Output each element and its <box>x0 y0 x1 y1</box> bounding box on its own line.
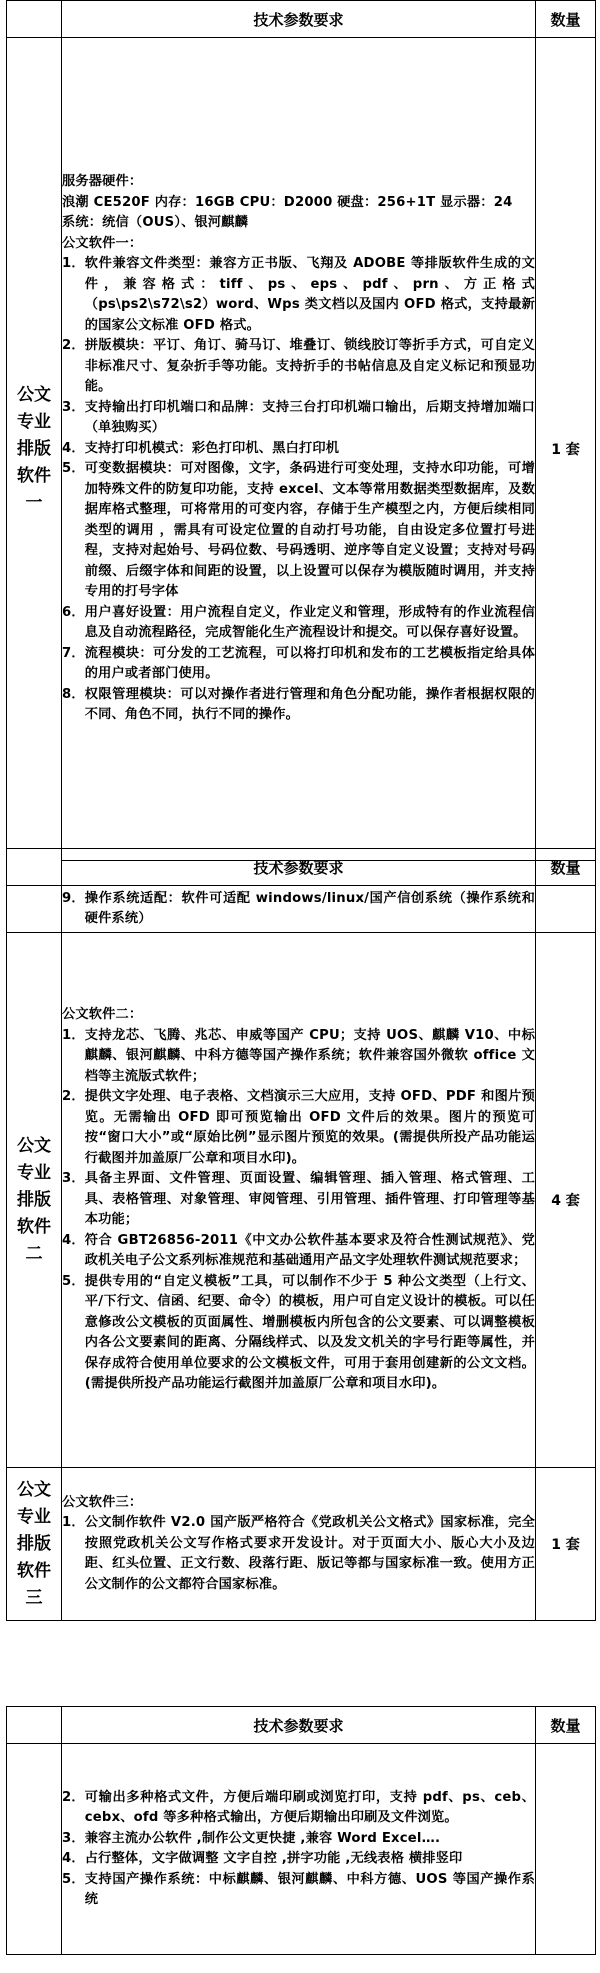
section-row-2 <box>7 933 596 1468</box>
item-text: 可变数据模块：可对图像，文字，条码进行可变处理，支持水印功能，可增加特殊文件的防复印功能，支持 excel、文本等常用数据类型数据库，及数据库格式整理，可将常用的可变内容，存储于生产模型之内，方便后续相同类型的调用 ，需具有可设定位置的自动打号功能，自由设定多位置打号进程，支持对起始号、号码位数、号码透明、逆序等自定义设置；支持对号码前缀、后缀字体和间距的设置，以上设置可以保存为模版随时调用，并支持专用的打号字体 <box>84 461 535 600</box>
category-cell <box>7 1468 62 1621</box>
item-number: 6． <box>62 604 85 620</box>
intro-line: 系统：统信（OUS）、银河麒麟 <box>62 215 249 231</box>
qty-cell: 1 套 <box>536 38 596 861</box>
intro-line: 服务器硬件： <box>62 174 143 190</box>
spec-item <box>62 1829 535 1850</box>
item-text: 可输出多种格式文件，方便后端印刷或浏览打印，支持 pdf、ps、ceb、cebx、ofd 等多种格式输出，方便后期输出印刷及文件浏览。 <box>84 1789 535 1825</box>
category-char: 软件 <box>17 1216 51 1237</box>
spec-cell <box>62 38 536 861</box>
category-char: 公文 <box>17 384 51 405</box>
intro-line: 公文软件二： <box>62 1007 143 1023</box>
intro-line: 公文软件三： <box>62 1494 143 1510</box>
item-text: 拼版模块：平订、角订、骑马订、堆叠订、锁线胶订等折手方式，可自定义非标准尺寸、复杂折手等功能。支持折手的书帖信息及自定义标记和预显功能。 <box>84 338 535 395</box>
category-char: 一 <box>25 492 43 513</box>
spec-item <box>62 1513 535 1595</box>
category-cell <box>7 38 62 861</box>
spec-table <box>6 0 596 861</box>
item-number: 2． <box>62 1089 85 1105</box>
qty-cell: 1 套 <box>536 1468 596 1621</box>
category-char: 三 <box>25 1587 43 1608</box>
spec-item <box>62 1231 535 1272</box>
item-number: 4． <box>62 1232 85 1248</box>
spec-cell <box>62 1468 536 1621</box>
item-text: 权限管理模块：可以对操作者进行管理和角色分配功能，操作者根据权限的不同、角色不同，执行不同的操作。 <box>84 686 535 723</box>
header-qty: 数量 <box>536 849 596 886</box>
spec-item <box>62 459 535 603</box>
header-qty: 数量 <box>536 1707 596 1744</box>
item-text: 支持输出打印机端口和品牌：支持三台打印机端口输出，后期支持增加端口（单独购买） <box>84 399 535 436</box>
section-row-1 <box>7 38 596 861</box>
category-char: 公文 <box>17 1135 51 1156</box>
item-number: 2． <box>62 338 85 354</box>
item-number: 7． <box>62 645 85 661</box>
item-number: 2． <box>62 1789 85 1805</box>
qty-cell: 4 套 <box>536 933 596 1468</box>
category-char: 排版 <box>17 438 51 459</box>
item-number: 5． <box>62 1871 85 1887</box>
spec-item <box>62 439 535 460</box>
category-char: 专业 <box>17 411 51 432</box>
item-number: 3． <box>62 1830 85 1846</box>
spec-cell <box>62 1744 536 1955</box>
item-number: 4． <box>62 440 85 456</box>
category-char: 排版 <box>17 1533 51 1554</box>
header-qty: 数量 <box>536 1 596 38</box>
category-char: 二 <box>25 1243 43 1264</box>
header-row <box>7 1 596 38</box>
category-char: 公文 <box>17 1479 51 1500</box>
intro-line: 公文软件一： <box>62 235 143 251</box>
item-text: 提供专用的“自定义模板”工具，可以制作不少于 5 种公文类型（上行文、平/下行文、信函、纪要、命令）的模板，用户可自定义设计的模板。可以任意修改公文模板的页面属性、增删模板内所包含的公文要素、可以调整模板内各公文要素间的距离、分隔线样式、以及发文机关的字号行距等属性，并保存成符合使用单位要求的公文模板文件，可用于套用创建新的公文文档。(需提供所投产品功能运行截图并加盖原厂公章和项目水印)。 <box>84 1273 535 1392</box>
item-number: 1． <box>62 1027 85 1043</box>
spec-table-page-3 <box>6 1706 595 1955</box>
item-number: 1． <box>62 256 85 272</box>
intro-line: 浪潮 CE520F 内存：16GB CPU：D2000 硬盘：256+1T 显示器：24 <box>62 194 513 210</box>
spec-item <box>62 398 535 439</box>
spec-item <box>62 1087 535 1169</box>
spec-item <box>62 1870 535 1911</box>
item-number: 9． <box>62 890 85 906</box>
spec-table <box>6 848 596 1621</box>
item-number: 4． <box>62 1851 85 1866</box>
category-char: 专业 <box>17 1162 51 1183</box>
spec-item <box>62 644 535 685</box>
item-text: 支持国产操作系统：中标麒麟、银河麒麟、中科方德、UOS 等国产操作系统 <box>84 1871 535 1907</box>
item-number: 5． <box>62 461 85 477</box>
item-number: 5． <box>62 1273 85 1289</box>
item-text: 具备主界面、文件管理、页面设置、编辑管理、插入管理、格式管理、工具、表格管理、对象管理、审阅管理、引用管理、插件管理、打印管理等基本功能； <box>84 1171 535 1228</box>
section-row-3 <box>7 1468 596 1621</box>
spec-cell <box>62 886 536 933</box>
header-blank-cell <box>7 1 62 38</box>
header-blank-cell <box>7 1707 62 1744</box>
item-text: 软件兼容文件类型：兼容方正书版、飞翔及 ADOBE 等排版软件生成的文件，兼容格式：tiff、ps、eps、pdf、prn、方正格式（ps\ps2\s72\s2）word、Wps 类文档以及国内 OFD 格式，支持最新的国家公文标准 OFD 格式。 <box>84 256 535 333</box>
category-char: 专业 <box>17 1506 51 1527</box>
item-text: 流程模块：可分发的工艺流程，可以将打印机和发布的工艺模板指定给具体的用户或者部门使用。 <box>84 645 535 682</box>
item-text: 符合 GBT26856-2011《中文办公软件基本要求及符合性测试规范》、党政机关电子公文系列标准规范和基础通用产品文字处理软件测试规范要求； <box>84 1232 535 1269</box>
item-text: 操作系统适配：软件可适配 windows/linux/国产信创系统（操作系统和硬件系统） <box>84 890 535 926</box>
spec-table-page-1 <box>6 0 595 861</box>
spec-item <box>62 1272 535 1395</box>
qty-cell-empty <box>536 886 596 933</box>
spec-cell <box>62 933 536 1468</box>
item-text: 用户喜好设置：用户流程自定义，作业定义和管理，形成特有的作业流程信息及自动流程路径，完成智能化生产流程设计和提交。可以保存喜好设置。 <box>84 604 535 641</box>
category-char: 排版 <box>17 1189 51 1210</box>
spec-item <box>62 603 535 644</box>
spec-item <box>62 1788 535 1829</box>
header-spec: 技术参数要求 <box>62 849 536 886</box>
item-text: 提供文字处理、电子表格、文档演示三大应用，支持 OFD、PDF 和图片预览。无需输出 OFD 即可预览输出 OFD 文件后的效果。图片的预览可按“窗口大小”或“原始比例”显示图片预览的效果。(需提供所投产品功能运行截图并加盖原厂公章和项目水印)。 <box>84 1089 535 1166</box>
spec-item <box>62 336 535 398</box>
category-cell-empty <box>7 1744 62 1955</box>
item-text: 公文制作软件 V2.0 国产版严格符合《党政机关公文格式》国家标准，完全按照党政机关公文写作格式要求开发设计。对于页面大小、版心大小及边距、红头位置、正文行数、段落行距、版记等都与国家标准一致。使用方正公文制作的公文都符合国家标准。 <box>84 1515 535 1592</box>
section-row-continued <box>7 1744 596 1955</box>
spec-item <box>62 254 535 336</box>
spec-table <box>6 1706 596 1955</box>
item-text: 支持龙芯、飞腾、兆芯、申威等国产 CPU；支持 UOS、麒麟 V10、中标麒麟、银河麒麟、中科方德等国产操作系统；软件兼容国外微软 office 文档等主流版式软件； <box>84 1027 535 1084</box>
spec-item <box>62 1849 535 1870</box>
item-number: 8． <box>62 686 85 702</box>
category-char: 软件 <box>17 465 51 486</box>
section-row-continued <box>7 886 596 933</box>
header-row <box>7 1707 596 1744</box>
header-row <box>7 849 596 886</box>
header-blank-cell <box>7 849 62 886</box>
item-text: 兼容主流办公软件 ,制作公文更快捷 ,兼容 Word Excel…. <box>84 1830 441 1846</box>
spec-item <box>62 889 535 930</box>
category-char: 软件 <box>17 1560 51 1581</box>
item-number: 1． <box>62 1515 85 1531</box>
header-spec: 技术参数要求 <box>62 1 536 38</box>
spec-table-page-2 <box>6 848 595 1621</box>
item-text: 支持打印机模式：彩色打印机、黑白打印机 <box>84 440 340 456</box>
spec-item <box>62 685 535 726</box>
qty-cell-empty <box>536 1744 596 1955</box>
category-cell <box>7 933 62 1468</box>
item-number: 3． <box>62 399 85 415</box>
spec-item <box>62 1026 535 1088</box>
spec-item <box>62 1169 535 1231</box>
category-cell-empty <box>7 886 62 933</box>
item-number: 3． <box>62 1171 85 1187</box>
item-text: 占行整体，文字做调整 文字自控 ,拼字功能 ,无线表格 横排竖印 <box>84 1851 463 1866</box>
header-spec: 技术参数要求 <box>62 1707 536 1744</box>
